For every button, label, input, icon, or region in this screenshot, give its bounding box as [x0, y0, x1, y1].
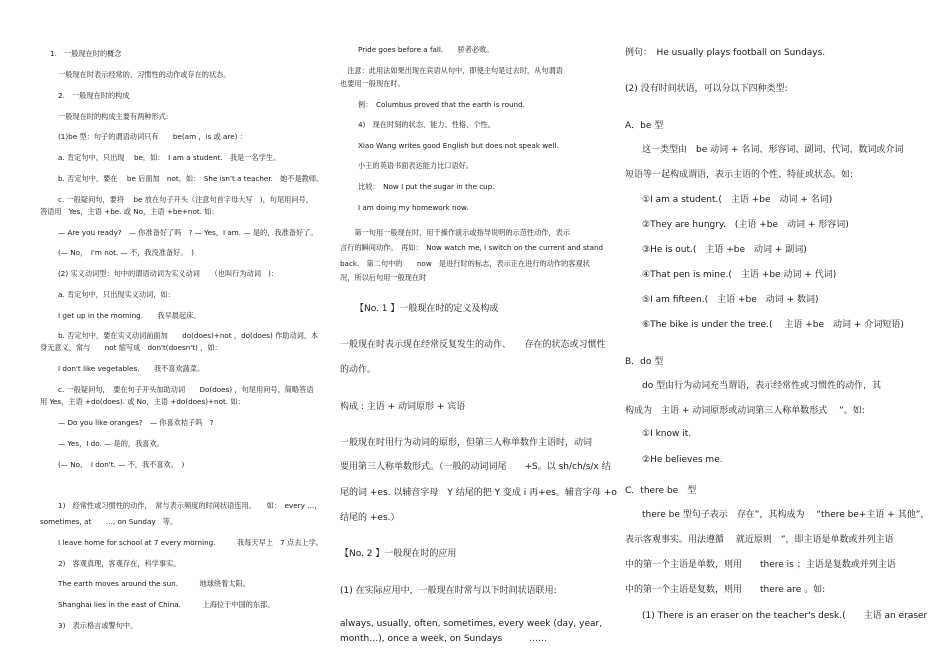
- text-line: 身无意义，常与 not 缩写成 don't(doesn't) ，如：: [40, 343, 222, 352]
- text-line: ①I am a student.( 主语 +be 动词 + 名词): [633, 195, 833, 205]
- text-line: I leave home for school at 7 every morning. 我每天早上 7 点去上学。: [58, 538, 323, 547]
- text-line: 用 Yes，主语 +do(does). 或 No，主语 +do(does)+not. 如：: [40, 397, 245, 406]
- text-line: a. 肯定句中，只出现 be。如： I am a student. 我是一名学生。: [58, 153, 281, 162]
- text-line: month…), once a week, on Sundays ……: [340, 634, 548, 644]
- text-line: 结尾的 +es.）: [340, 513, 400, 523]
- text-line: ④That pen is mine.( 主语 +be 动词 + 代词): [633, 270, 837, 280]
- text-line: 一般现在时的构成主要有两种形式:: [58, 112, 169, 121]
- text-line: there be 型句子表示 存在”，其构成为 “there be+主语 + 其他”，: [633, 510, 930, 520]
- text-line: c. 一般疑问句，要将 be 放在句子开头（注意句首字母大写 )，句尾用问号，: [58, 195, 313, 204]
- text-line: 构成为 主语 + 动词原形或动词第三人称单数形式 ”。如:: [625, 406, 865, 416]
- text-line: — Yes，I do. — 是的，我喜欢。: [58, 439, 164, 448]
- text-line: 表示客观事实。用法遵循 就近原则 ”，即主语是单数或并列主语: [625, 535, 894, 545]
- text-line: b. 否定句中，要在 be 后面加 not，如： She isn't a teacher. 她不是教师。: [58, 174, 324, 183]
- text-line: 4) 现在时刻的状态、能力、性格、个性。: [358, 120, 495, 129]
- text-line: ②They are hungry. (主语 +be 动词 + 形容词): [633, 220, 849, 230]
- text-line: 1) 经常性或习惯性的动作， 常与表示频度的时间状语连用。 如： every …，: [58, 501, 322, 510]
- text-line: 一般现在时表示经常的、习惯性的动作或存在的状态。: [58, 70, 231, 79]
- text-line: ①I know it.: [633, 429, 692, 439]
- text-line: 2) 客观真理，客观存在，科学事实。: [58, 559, 181, 568]
- text-line: 也要用一般现在时。: [340, 79, 405, 88]
- text-line: 尾的词 +es. 以辅音字母 Y 结尾的把 Y 变成 i 再+es。辅音字母 +o: [340, 488, 617, 498]
- text-line: 比较： Now I put the sugar in the cup.: [358, 182, 495, 191]
- text-line: 要用第三人称单数形式。（一般的动词词尾 +S。以 sh/ch/s/x 结: [340, 462, 611, 472]
- text-line: 言行的瞬间动作。 再如： Now watch me, I switch on the current and stand: [340, 243, 604, 252]
- text-line: 一般现在时用行为动词的原形，但第三人称单数作主语时，动词: [340, 438, 593, 448]
- text-line: (— No， I don't. — 不，我不喜欢。 ): [58, 460, 185, 469]
- text-line: 注意：此用法如果出现在宾语从句中，即使主句是过去时，从句谓语: [340, 66, 563, 75]
- text-line: ③He is out.( 主语 +be 动词 + 副词): [633, 245, 807, 255]
- text-line: 【No. 2 】一般现在时的应用: [340, 549, 457, 559]
- text-line: 小王的英语书面表达能力比口语好。: [358, 161, 474, 170]
- text-line: ②He believes me.: [633, 455, 723, 465]
- text-line: 2. 一般现在时的构成: [58, 91, 130, 100]
- text-line: 【No. 1 】一般现在时的定义及构成: [355, 304, 499, 314]
- text-line: ⑤I am fifteen.( 主语 +be 动词 + 数词): [633, 295, 819, 305]
- text-line: (1)be 型：句子的谓语动词只有 be(am ，is 或 are) ：: [58, 132, 247, 141]
- text-line: 3) 表示格言或警句中。: [58, 621, 138, 630]
- text-line: Pride goes before a fall. 骄者必败。: [358, 45, 494, 54]
- text-line: 例： Columbus proved that the earth is round.: [358, 100, 525, 109]
- text-line: ⑥The bike is under the tree.( 主语 +be 动词 + 介词短语): [633, 320, 904, 330]
- text-line: I get up in the morning. 我早晨起床。: [58, 311, 201, 320]
- text-line: (1) 在实际应用中，一般现在时常与以下时间状语联用:: [340, 586, 557, 596]
- text-line: 答语用 Yes，主语 +be. 或 No，主语 +be+not. 如：: [40, 207, 219, 216]
- text-line: a. 肯定句中，只出现实义动词，如：: [58, 290, 175, 299]
- text-line: 一般现在时表示现在经常反复发生的动作、 存在的状态或习惯性: [340, 340, 606, 350]
- text-line: (1) There is an eraser on the teacher's desk.( 主语 an eraser: [633, 611, 928, 621]
- text-line: — Do you like oranges? — 你喜欢桔子吗 ?: [58, 418, 214, 427]
- text-line: (2) 没有时间状语，可以分以下四种类型:: [625, 84, 788, 94]
- text-line: A．be 型: [625, 121, 664, 131]
- text-line: 构成 : 主语 + 动词原形 + 宾语: [340, 402, 466, 412]
- text-line: 的动作。: [340, 365, 377, 375]
- text-line: 况，所以后句用一般现在时: [340, 273, 427, 282]
- text-line: 例句： He usually plays football on Sundays.: [625, 48, 826, 58]
- text-line: 中的第一个主语是复数，则用 there are 。如:: [625, 585, 826, 595]
- text-line: b. 否定句中，要在实义动词前面加 do(does)+not ，do(does) 作助动词，本: [58, 331, 319, 340]
- text-line: — Are you ready? — 你准备好了吗 ? — Yes，I am. — 是的，我准备好了。: [58, 228, 318, 237]
- text-line: (— No， I'm not. — 不，我没准备好。 ): [58, 248, 194, 257]
- text-line: I am doing my homework now.: [358, 203, 469, 212]
- text-line: B．do 型: [625, 357, 664, 367]
- text-line: 这一类型由 be 动词 + 名词、形容词、副词、代词、数词或介词: [633, 145, 904, 155]
- text-line: (2) 实义动词型：句中的谓语动词为实义动词 （也叫行为动词 )：: [58, 269, 279, 278]
- text-line: 1. 一般现在时的概念: [50, 49, 122, 58]
- text-line: I don't like vegetables. 我不喜欢蔬菜。: [58, 364, 205, 373]
- text-line: back. 第二句中的 now 是进行时的标志，表示正在进行的动作的客观状: [340, 259, 590, 268]
- text-line: C．there be 型: [625, 486, 697, 496]
- text-line: The earth moves around the sun. 地球绕着太阳。: [58, 579, 250, 588]
- text-line: 第一句用一般现在时，用于操作演示或指导说明的示范性动作，表示: [340, 228, 571, 237]
- text-line: always, usually, often, sometimes, every week (day, year,: [340, 619, 603, 629]
- text-line: Shanghai lies in the east of China. 上海位于中国的东部。: [58, 600, 275, 609]
- text-line: 短语等一起构成谓语，表示主语的个性、特征或状态。如:: [625, 170, 854, 180]
- text-line: c. 一般疑问句， 要在句子开头加助动词 Do(does) ，句尾用问号，简略答语: [58, 385, 314, 394]
- text-line: Xiao Wang writes good English but does not speak well.: [358, 141, 559, 150]
- text-line: 中的第一个主语是单数，则用 there is ；主语是复数或并列主语: [625, 560, 896, 570]
- text-line: do 型由行为动词充当谓语，表示经常性或习惯性的动作，其: [633, 381, 882, 391]
- text-line: sometimes, at …, on Sunday 等。: [40, 517, 178, 526]
